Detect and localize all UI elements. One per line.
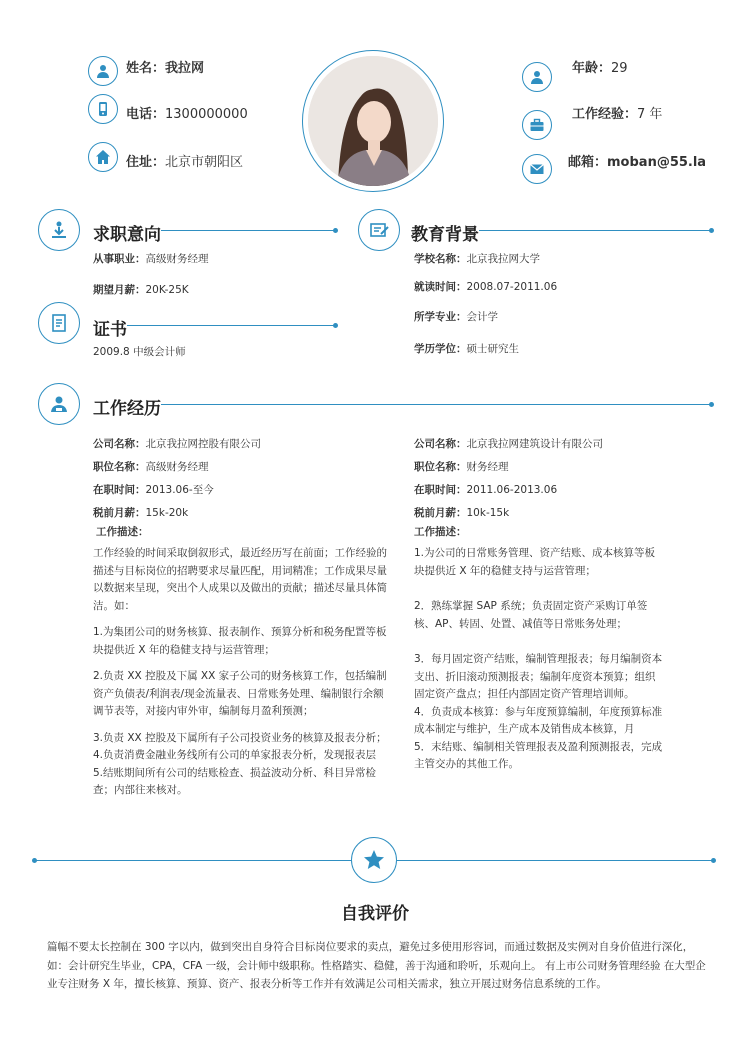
job-intention-item: 期望月薪：20K-25K <box>93 284 189 296</box>
divider-dot <box>711 858 716 863</box>
divider-dot <box>709 228 714 233</box>
work-left-item: 税前月薪：15k-20k <box>93 507 189 519</box>
phone-icon <box>88 94 118 124</box>
divider-dot <box>709 402 714 407</box>
user-icon <box>522 62 552 92</box>
job-intention-title: 求职意向 <box>93 225 161 245</box>
certificate-icon <box>38 302 80 344</box>
work-right-item: 公司名称：北京我拉网建筑设计有限公司 <box>414 438 603 450</box>
certificate-title: 证书 <box>93 320 127 340</box>
desc-paragraph: 1.为公司的日常账务管理、资产结账、成本核算等板块提供近 X 年的稳健支持与运营管理； <box>414 547 656 577</box>
desc-paragraph: 2．熟练掌握 SAP 系统；负责固定资产采购订单签核、AP、转固、处置、减值等日常账务处理； <box>414 600 648 630</box>
desc-paragraph: 4．负责成本核算：参与年度预算编制，年度预算标准成本制定与维护，生产成本及销售成本核算，月 <box>414 705 663 735</box>
self-eval-title: 自我评价 <box>341 904 409 924</box>
work-left-item: 在职时间：2013.06-至今 <box>93 484 214 496</box>
desc-paragraph: 3.负责 XX 控股及下属所有子公司投资业务的核算及报表分析； <box>93 731 387 744</box>
age-field: 年龄：29 <box>572 61 628 76</box>
mail-icon <box>522 154 552 184</box>
job-intention-item: 从事职业：高级财务经理 <box>93 253 209 265</box>
desc-paragraph: 5．末结账、编制相关管理报表及盈利预测报表，完成主管交办的其他工作。 <box>414 740 663 770</box>
education-item: 学历学位：硕士研究生 <box>414 343 519 355</box>
phone-field: 电话：1300000000 <box>126 107 248 122</box>
work-right-item: 税前月薪：10k-15k <box>414 507 510 519</box>
avatar <box>308 56 438 186</box>
divider <box>161 230 335 231</box>
divider <box>161 404 711 405</box>
work-left-desc <box>93 545 389 800</box>
divider <box>397 860 713 861</box>
education-item: 就读时间：2008.07-2011.06 <box>414 281 558 293</box>
desc-paragraph: 2.负责 XX 控股及下属 XX 家子公司的财务核算工作，包括编制资产负债表/利润表/现金流量表、日常账务处理、编制银行余额调节表等，对接内审外审，编制每月盈利预测； <box>93 670 387 717</box>
work-right-item: 职位名称：财务经理 <box>414 461 509 473</box>
diploma-icon <box>358 209 400 251</box>
person-icon <box>88 56 118 86</box>
briefcase-icon <box>522 110 552 140</box>
work-right-desc <box>414 545 664 774</box>
work-left-desc-label: 工作描述： <box>96 526 149 538</box>
work-left-item: 职位名称：高级财务经理 <box>93 461 209 473</box>
divider <box>35 860 351 861</box>
work-right-desc-label: 工作描述： <box>414 526 467 538</box>
self-eval-text: 篇幅不要太长控制在 300 字以内，做到突出自身符合目标岗位要求的卖点，避免过多使用形容词，而通过数据及实例对自身价值进行深化，如：会计研究生毕业，CPA，CFA 一级，会计师中级职称。性格踏实、稳健，善于沟通和聆听，乐观向上。 有上市公司财务管理经验 在大型企业专注财务 X 年，擅长核算、预算、资产、报表分析等工作并有效满足公司相关需求，独立开展过财务信息系统的工作。 <box>47 941 706 990</box>
education-title: 教育背景 <box>411 225 479 245</box>
desc-paragraph: 3．每月固定资产结账，编制管理报表；每月编制资本支出、折旧滚动预测报表；编制年度资本预算；组织固定资产盘点；担任内部固定资产管理培训师。 <box>414 653 663 700</box>
star-icon <box>351 837 397 883</box>
divider-dot <box>333 323 338 328</box>
work-left-item: 公司名称：北京我拉网控股有限公司 <box>93 438 261 450</box>
desc-paragraph: 1.为集团公司的财务核算、报表制作、预算分析和税务配置等板块提供近 X 年的稳健支持与运营管理； <box>93 626 387 656</box>
work-right-item: 在职时间：2011.06-2013.06 <box>414 484 558 496</box>
certificate-text: 2009.8 中级会计师 <box>93 346 186 358</box>
desc-paragraph: 4.负责消费金融业务线所有公司的单家报表分析，发现报表层 <box>93 749 377 761</box>
divider <box>127 325 335 326</box>
desc-paragraph: 工作经验的时间采取倒叙形式，最近经历写在前面；工作经验的描述与目标岗位的招聘要求尽量匹配，用词精准；工作成果尽量以数据来呈现，突出个人成果以及做出的贡献；描述尽量具体简洁。如： <box>93 547 387 612</box>
address-field: 住址：北京市朝阳区 <box>126 155 244 170</box>
email-field: 邮箱：moban@55.la <box>568 155 707 170</box>
experience-field: 工作经验：7 年 <box>572 107 663 122</box>
divider-dot <box>333 228 338 233</box>
target-icon <box>38 209 80 251</box>
home-icon <box>88 142 118 172</box>
work-title: 工作经历 <box>93 399 161 419</box>
desc-paragraph: 5.结账期间所有公司的结账检查、损益波动分析、科目异常检查；内部往来核对。 <box>93 766 377 796</box>
worker-icon <box>38 383 80 425</box>
name-field: 姓名：我拉网 <box>126 61 205 76</box>
divider <box>479 230 711 231</box>
education-item: 学校名称：北京我拉网大学 <box>414 253 540 265</box>
education-item: 所学专业：会计学 <box>414 311 498 323</box>
